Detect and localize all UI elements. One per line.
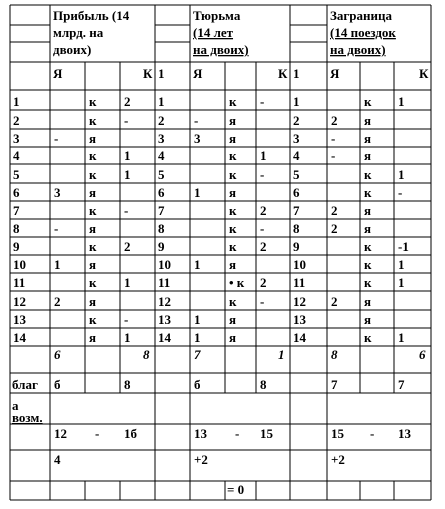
- row-cell: 1: [260, 148, 267, 163]
- row-number: 7: [158, 203, 165, 218]
- row-cell: -: [54, 131, 59, 146]
- row-cell: 1: [398, 330, 405, 345]
- col-header-other: К: [278, 66, 288, 81]
- row-cell: 1: [398, 257, 405, 272]
- row-cell: к: [229, 294, 237, 309]
- total-other: 6: [419, 347, 426, 362]
- blag-other: 7: [398, 377, 405, 392]
- diff-b: 13: [398, 426, 411, 441]
- row-cell: к: [364, 257, 372, 272]
- row-number: 13: [13, 312, 26, 327]
- row-cell: -: [331, 148, 336, 163]
- row-cell: 1: [398, 275, 405, 290]
- row-cell: 2: [331, 294, 338, 309]
- row-cell: я: [364, 221, 372, 236]
- row-cell: -: [260, 221, 265, 236]
- row-cell: к: [229, 239, 237, 254]
- row-number: 7: [293, 203, 300, 218]
- row-number: 11: [13, 275, 26, 290]
- diff-b: 15: [260, 426, 273, 441]
- row-number: 3: [158, 131, 165, 146]
- row-cell: к: [364, 239, 372, 254]
- row-cell: -: [260, 94, 265, 109]
- blag-label: а: [12, 398, 19, 413]
- row-number: 5: [293, 167, 300, 182]
- blag-me: 7: [331, 377, 338, 392]
- group-title-line: млрд. на: [53, 25, 104, 40]
- row-cell: 1: [194, 185, 201, 200]
- row-cell: -: [124, 312, 129, 327]
- row-cell: я: [229, 312, 237, 327]
- row-cell: к: [89, 113, 97, 128]
- row-cell: -: [194, 113, 199, 128]
- row-cell: я: [89, 330, 97, 345]
- total-other: 8: [143, 347, 150, 362]
- row-cell: 1: [124, 275, 131, 290]
- row-cell: 1: [398, 94, 405, 109]
- group-title-line: Прибыль (14: [53, 8, 130, 23]
- row-cell: 2: [54, 294, 61, 309]
- row-cell: -: [124, 203, 129, 218]
- diff-sign: -: [95, 426, 100, 441]
- row-number: 5: [13, 167, 20, 182]
- row-cell: к: [364, 167, 372, 182]
- row-number: 8: [13, 221, 20, 236]
- group-title-line: (14 поездок: [330, 25, 396, 40]
- row-cell: я: [229, 113, 237, 128]
- row-number: 2: [158, 113, 165, 128]
- col-header-me: Я: [330, 66, 340, 81]
- row-cell: к: [364, 275, 372, 290]
- row-cell: к: [89, 275, 97, 290]
- row-cell: 2: [331, 113, 338, 128]
- row-number: 10: [158, 257, 171, 272]
- row-cell: я: [89, 185, 97, 200]
- col-header-num: 1: [158, 66, 165, 81]
- row-cell: 2: [331, 221, 338, 236]
- result-value: 4: [54, 452, 61, 467]
- row-cell: к: [229, 94, 237, 109]
- row-cell: 1: [124, 330, 131, 345]
- row-cell: 2: [260, 239, 267, 254]
- row-cell: я: [364, 203, 372, 218]
- row-number: 9: [293, 239, 300, 254]
- row-number: 7: [13, 203, 20, 218]
- row-cell: 2: [260, 203, 267, 218]
- row-number: 12: [13, 294, 26, 309]
- blag-label: возм.: [12, 410, 43, 425]
- row-cell: -: [260, 294, 265, 309]
- row-cell: 2: [124, 94, 131, 109]
- row-cell: 3: [54, 185, 61, 200]
- group-title-line: Заграница: [330, 8, 392, 23]
- row-cell: -: [124, 113, 129, 128]
- row-number: 8: [158, 221, 165, 236]
- row-cell: -: [54, 221, 59, 236]
- row-cell: к: [89, 203, 97, 218]
- row-cell: я: [229, 330, 237, 345]
- row-number: 9: [13, 239, 20, 254]
- blag-me: б: [54, 377, 61, 392]
- row-cell: 1: [194, 312, 201, 327]
- row-number: 14: [13, 330, 26, 345]
- group-title-line: на двоих): [193, 42, 249, 57]
- row-cell: к: [364, 330, 372, 345]
- row-cell: 1: [54, 257, 61, 272]
- row-cell: я: [229, 257, 237, 272]
- row-cell: • к: [229, 275, 245, 290]
- col-header-num: 1: [293, 66, 300, 81]
- row-cell: 2: [124, 239, 131, 254]
- row-cell: я: [364, 131, 372, 146]
- diff-a: 13: [194, 426, 207, 441]
- row-number: 1: [13, 94, 20, 109]
- row-cell: я: [364, 312, 372, 327]
- row-cell: 1: [194, 257, 201, 272]
- row-cell: к: [89, 239, 97, 254]
- total-me: 8: [331, 347, 338, 362]
- row-number: 1: [158, 94, 165, 109]
- row-number: 13: [158, 312, 171, 327]
- row-cell: я: [229, 185, 237, 200]
- row-number: 10: [293, 257, 306, 272]
- row-number: 12: [293, 294, 306, 309]
- row-cell: к: [364, 94, 372, 109]
- diff-a: 12: [54, 426, 67, 441]
- row-cell: я: [229, 131, 237, 146]
- row-number: 3: [293, 131, 300, 146]
- row-number: 4: [13, 148, 20, 163]
- row-cell: я: [89, 257, 97, 272]
- diff-b: 1б: [124, 426, 137, 441]
- group-title-line: Тюрьма: [193, 8, 241, 23]
- total-me: 7: [194, 347, 201, 362]
- row-cell: к: [229, 148, 237, 163]
- blag-label: благ: [12, 377, 38, 392]
- row-cell: -: [398, 185, 403, 200]
- diff-sign: -: [235, 426, 240, 441]
- result-value: +2: [331, 452, 345, 467]
- final-result: = 0: [227, 482, 245, 497]
- row-cell: 2: [260, 275, 267, 290]
- diff-sign: -: [370, 426, 375, 441]
- row-number: 3: [13, 131, 20, 146]
- group-title-line: (14 лет: [193, 25, 234, 40]
- row-number: 11: [293, 275, 306, 290]
- col-header-me: Я: [53, 66, 63, 81]
- row-number: 8: [293, 221, 300, 236]
- row-cell: я: [89, 221, 97, 236]
- row-number: 12: [158, 294, 171, 309]
- col-header-me: Я: [193, 66, 203, 81]
- row-cell: я: [89, 294, 97, 309]
- diff-a: 15: [331, 426, 344, 441]
- row-cell: -1: [398, 239, 409, 254]
- row-number: 4: [158, 148, 165, 163]
- row-cell: я: [364, 294, 372, 309]
- row-number: 6: [158, 185, 165, 200]
- row-cell: -: [331, 131, 336, 146]
- row-number: 4: [293, 148, 300, 163]
- row-number: 14: [158, 330, 171, 345]
- row-cell: 1: [398, 167, 405, 182]
- row-cell: к: [89, 167, 97, 182]
- row-cell: к: [89, 148, 97, 163]
- row-cell: я: [89, 131, 97, 146]
- row-cell: к: [364, 185, 372, 200]
- row-cell: к: [89, 94, 97, 109]
- result-value: +2: [194, 452, 208, 467]
- row-number: 1: [293, 94, 300, 109]
- row-cell: 2: [331, 203, 338, 218]
- group-title-line: двоих): [53, 42, 92, 57]
- row-number: 5: [158, 167, 165, 182]
- total-me: 6: [54, 347, 61, 362]
- group-title-line: на двоих): [330, 42, 386, 57]
- blag-me: б: [194, 377, 201, 392]
- row-number: 6: [13, 185, 20, 200]
- row-number: 2: [293, 113, 300, 128]
- row-cell: к: [89, 312, 97, 327]
- row-cell: к: [229, 221, 237, 236]
- row-cell: 1: [124, 148, 131, 163]
- total-other: 1: [278, 347, 285, 362]
- row-cell: -: [260, 167, 265, 182]
- row-number: 11: [158, 275, 171, 290]
- row-cell: я: [364, 113, 372, 128]
- row-number: 10: [13, 257, 26, 272]
- row-number: 6: [293, 185, 300, 200]
- row-cell: 1: [124, 167, 131, 182]
- row-number: 13: [293, 312, 306, 327]
- col-header-other: К: [419, 66, 429, 81]
- row-cell: к: [229, 203, 237, 218]
- row-number: 14: [293, 330, 306, 345]
- row-cell: я: [364, 148, 372, 163]
- row-cell: 1: [194, 330, 201, 345]
- blag-other: 8: [260, 377, 267, 392]
- row-number: 9: [158, 239, 165, 254]
- blag-other: 8: [124, 377, 131, 392]
- row-number: 2: [13, 113, 20, 128]
- col-header-other: К: [143, 66, 153, 81]
- row-cell: 3: [194, 131, 201, 146]
- row-cell: к: [229, 167, 237, 182]
